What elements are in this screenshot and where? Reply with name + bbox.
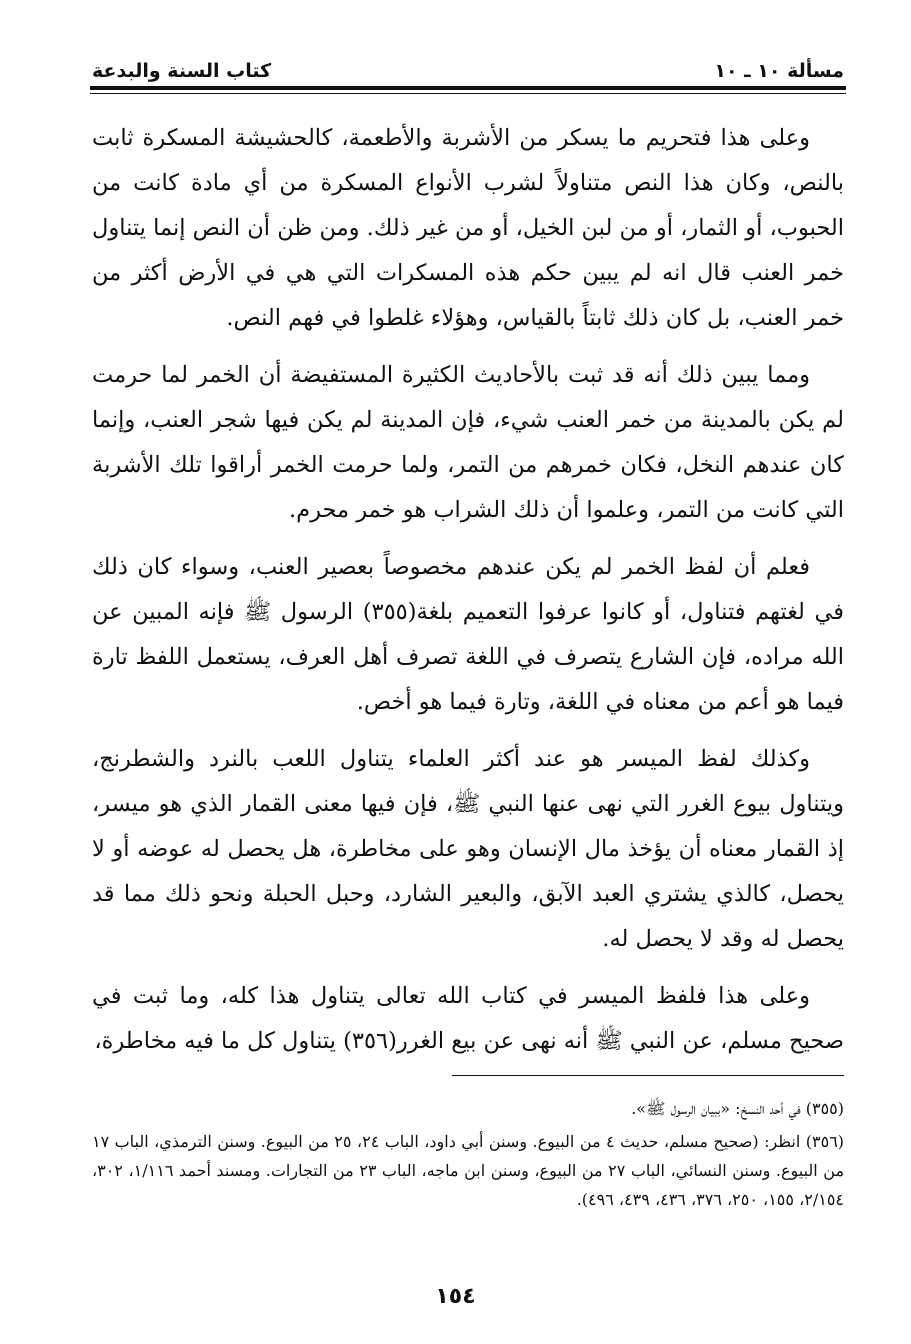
footnote: (٣٥٦) انظر: (صحيح مسلم، حديث ٤ من البيوع. وسنن أبي داود، الباب ٢٤، ٢٥ من البيوع. وسنن الترمذي، الباب ١٧ من البيوع. وسنن النسائي، الباب ٢٧ من البيوع، وسنن ابن ماجه، الباب ٢٣ من التجارات. ومسند أحمد ١/١١٦، ٣٠٢، ٢/١٥٤، ١٥٥، ٢٥٠، ٣٧٦، ٤٣٦، ٤٣٩، ٤٩٦). bbox=[92, 1132, 845, 1209]
running-header bbox=[92, 52, 844, 82]
paragraph: وكذلك لفظ الميسر هو عند أكثر العلماء يتناول اللعب بالنرد والشطرنج، ويتناول بيوع الغرر التي نهى عنها النبي ﷺ، فإن فيها معنى القمار الذي هو ميسر، إذ القمار معناه أن يؤخذ مال الإنسان وهو على مخاطرة، هل يحصل له عوضه أو لا يحصل، كالذي يشتري العبد الآبق، والبعير الشارد، وحبل الحبلة ونحو ذلك مما قد يحصل له وقد لا يحصل له. bbox=[92, 746, 844, 952]
header-book-title: كتاب السنة والبدعة bbox=[92, 60, 272, 82]
paragraph: وعلى هذا فلفظ الميسر في كتاب الله تعالى يتناول هذا كله، وما ثبت في صحيح مسلم، عن النبي ﷺ أنه نهى عن بيع الغرر(٣٥٦) يتناول كل ما فيه مخاطرة، bbox=[92, 983, 844, 1054]
paragraph: ومما يبين ذلك أنه قد ثبت بالأحاديث الكثيرة المستفيضة أن الخمر لما حرمت لم يكن بالمدينة من خمر العنب شيء، فإن المدينة لم يكن فيها شجر العنب، وإنما كان عندهم النخل، فكان خمرهم من التمر، ولما حرمت الخمر أراقوا تلك الأشربة التي كانت من التمر، وعلموا أن ذلك الشراب هو خمر محرم. bbox=[92, 362, 844, 523]
footnote: (٣٥٥) في أحد النسخ: «ببيان الرسول ﷺ». bbox=[631, 1099, 844, 1118]
main-text bbox=[92, 116, 844, 1076]
header-rule-thin bbox=[90, 93, 846, 94]
paragraph: فعلم أن لفظ الخمر لم يكن عندهم مخصوصاً بعصير العنب، وسواء كان ذلك في لغتهم فتناول، أو كانوا عرفوا التعميم بلغة(٣٥٥) الرسول ﷺ فإنه المبين عن الله مراده، فإن الشارع يتصرف في اللغة تصرف أهل العرف، يستعمل اللفظ تارة فيما هو أعم من معناه في اللغة، وتارة فيما هو أخص. bbox=[92, 554, 844, 715]
footnote-separator bbox=[452, 1075, 844, 1076]
page-number: ١٥٤ bbox=[435, 1284, 476, 1309]
header-rule-thick bbox=[90, 86, 846, 90]
footnotes bbox=[92, 1094, 844, 1218]
paragraph: وعلى هذا فتحريم ما يسكر من الأشربة والأطعمة، كالحشيشة المسكرة ثابت بالنص، وكان هذا النص متناولاً لشرب الأنواع المسكرة من أي مادة كانت من الحبوب، أو الثمار، أو من لبن الخيل، أو من غير ذلك. ومن ظن أن النص إنما يتناول خمر العنب قال انه لم يبين حكم هذه المسكرات التي هي في الأرض أكثر من خمر العنب، بل كان ذلك ثابتاً بالقياس، وهؤلاء غلطوا في فهم النص. bbox=[92, 125, 844, 331]
header-issue-number: مسألة ١٠ ـ ١٠ bbox=[714, 60, 844, 82]
